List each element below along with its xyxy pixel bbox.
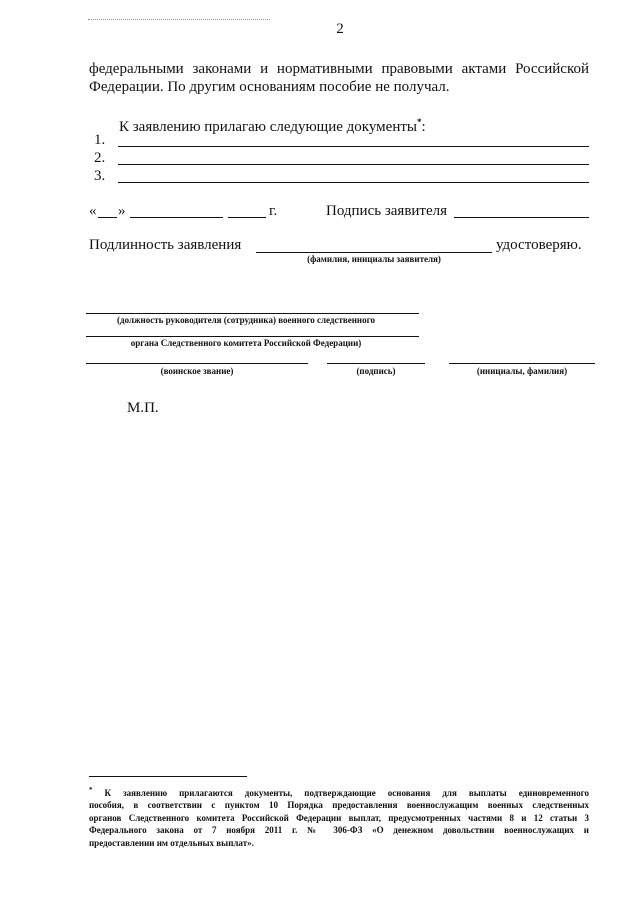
authenticity-label: Подлинность заявления [89,237,242,253]
date-month-line [130,217,223,218]
date-quote-open: « [89,203,97,219]
date-year-line [228,217,266,218]
footnote-line-2: пособия, в соответствии с пунктом 10 Порядка предоставления военнослужащим военных следственных [89,800,589,811]
attachment-item-3-line [118,182,589,183]
official-position-caption-1: (должность руководителя (сотрудника) военного следственного [117,315,375,325]
footnote [89,784,589,849]
applicant-name-line [256,252,492,253]
applicant-signature-label: Подпись заявителя [326,203,448,219]
footnote-asterisk: * [89,786,93,794]
attachment-item-1-number: 1. [94,132,106,148]
official-position-line-2 [86,336,419,337]
date-day-line [98,217,117,218]
official-name-line [449,363,595,364]
official-signature-line [327,363,425,364]
official-name-caption: (инициалы, фамилия) [476,366,568,376]
official-rank-caption: (воинское звание) [160,366,234,376]
attachment-item-2-number: 2. [94,150,106,166]
authenticity-end-word: удостоверяю. [496,237,582,253]
attachments-heading-colon: : [421,119,426,135]
official-position-line [86,313,419,314]
footnote-line-3: органов Следственного комитета Российской Федерации выплат, предусмотренных частями 8 и 12 статьи 3 [89,812,589,823]
header-artifact [88,19,270,20]
intro-line-1: федеральными законами и нормативными правовыми актами Российской [89,61,589,77]
intro-line-2: Федерации. По другим основаниям пособие не получал. [89,79,450,95]
official-rank-line [86,363,308,364]
footnote-line-4: Федерального закона от 7 ноября 2011 г. № 306-ФЗ «О денежном довольствии военнослужащих и [89,825,589,836]
footnote-line-1 [89,784,589,799]
date-year-suffix: г. [269,203,278,219]
attachments-heading [119,113,426,136]
attachment-item-2-line [118,164,589,165]
official-signature-caption: (подпись) [356,366,396,376]
applicant-signature-line [454,217,589,218]
date-quote-close: » [118,203,126,219]
stamp-place: М.П. [127,400,159,416]
footnote-mark: * [417,117,422,127]
official-position-caption-2: органа Следственного комитета Российской Федерации) [130,338,362,348]
attachment-item-1-line [118,146,589,147]
applicant-name-caption: (фамилия, инициалы заявителя) [307,254,441,264]
attachment-item-3-number: 3. [94,168,106,184]
page-number: 2 [336,21,344,37]
footnote-separator [89,776,247,777]
footnote-line-1-text: К заявлению прилагаются документы, подтверждающие основания для выплаты единовременного [104,788,589,798]
attachments-heading-text: К заявлению прилагаю следующие документы [119,119,417,135]
footnote-line-5: предоставлении им отдельных выплат». [89,837,254,848]
